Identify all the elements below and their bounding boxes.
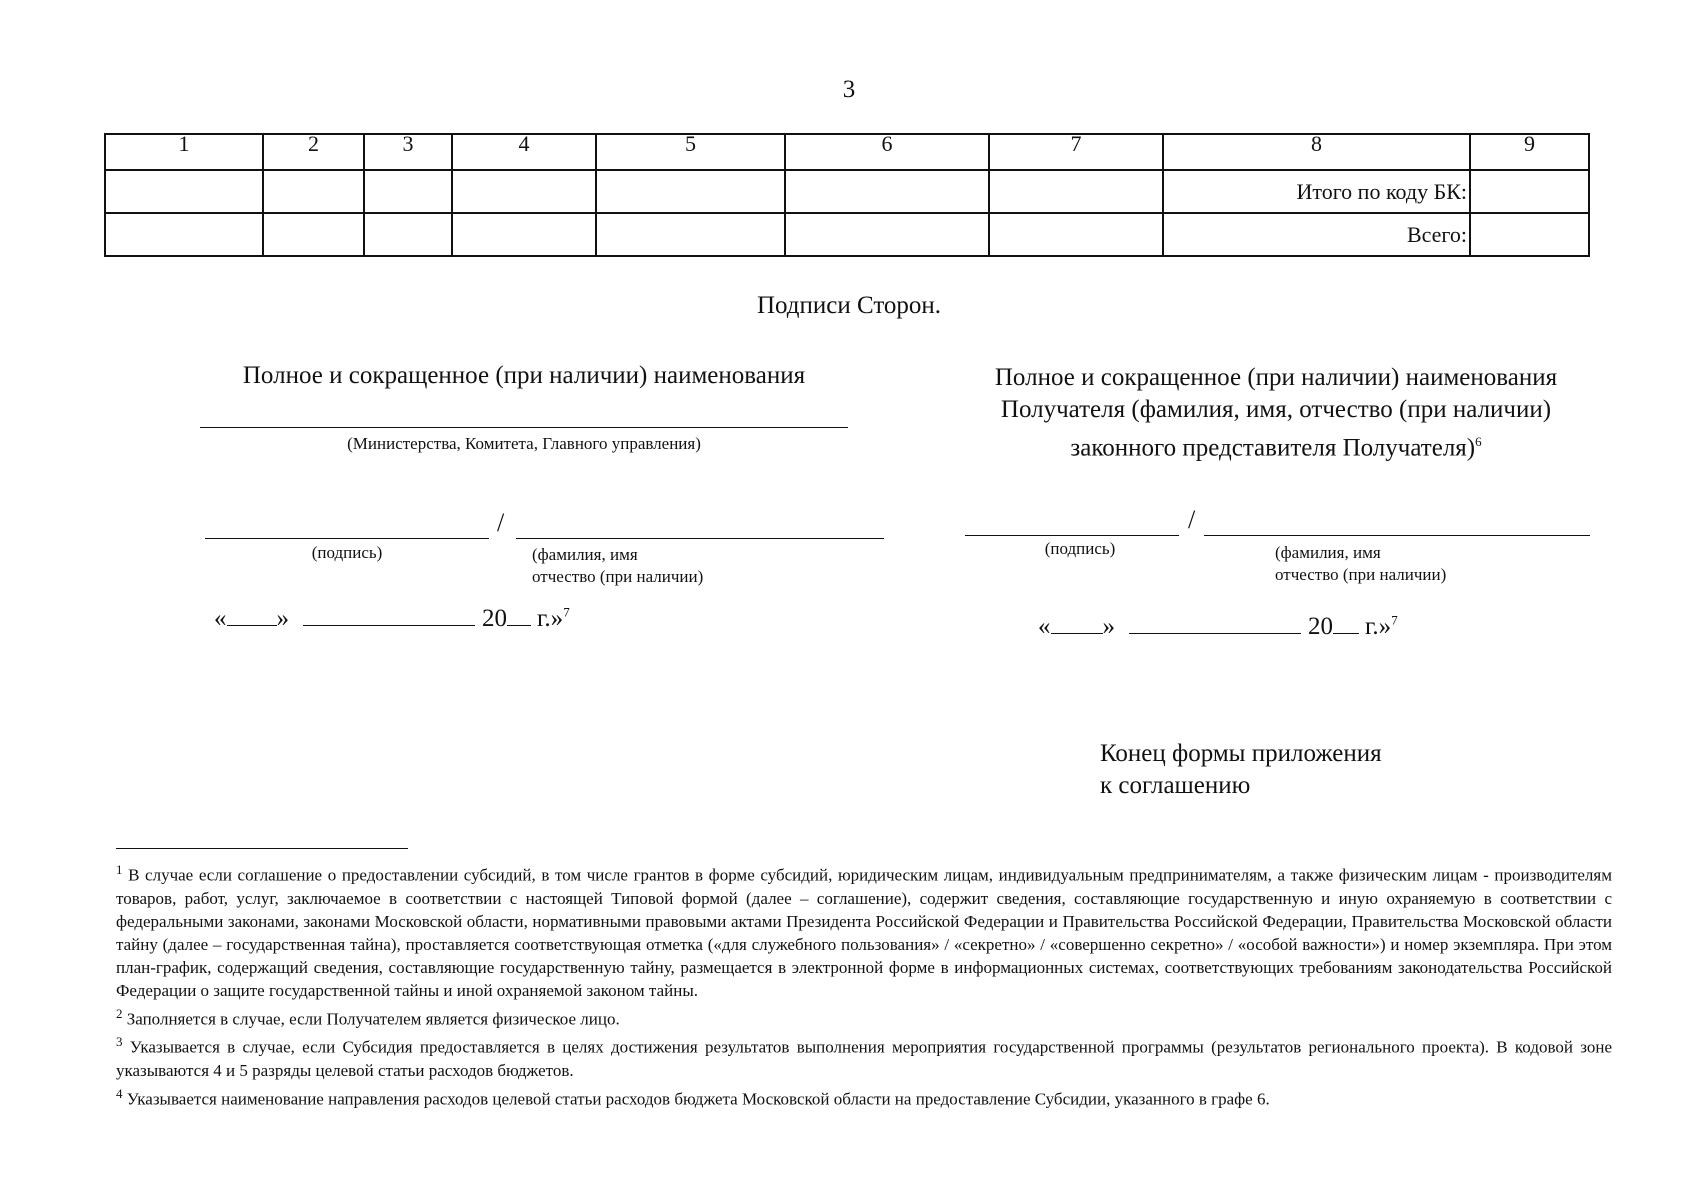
column-number: 6 (785, 134, 989, 170)
left-fio-caption: (фамилия, имя отчество (при наличии) (532, 545, 704, 586)
footnote-separator (116, 848, 408, 849)
right-signature-caption: (подпись) (1044, 539, 1116, 558)
column-number: 7 (989, 134, 1163, 170)
table-cell (263, 170, 364, 213)
table-cell (452, 213, 596, 256)
column-number: 5 (596, 134, 785, 170)
table-cell (364, 170, 452, 213)
right-signature-line (965, 535, 1179, 536)
column-number: 4 (452, 134, 596, 170)
footnote-4: $^4$ Указывается наименование направления расходов целевой статьи расходов бюджета Московской области на предоставление Субсидии, указанного в графе 6. (116, 1085, 1270, 1109)
page-number: 3 (842, 76, 856, 103)
table-cell (989, 213, 1163, 256)
right-signature-slash: / (1188, 505, 1196, 534)
column-number: 1 (105, 134, 263, 170)
right-fio-line (1204, 535, 1590, 536)
footnote-3: $^3$ Указывается в случае, если Субсидия предоставляется в целях достижения результатов выполнения мероприятия государственной программы (результатов регионального проекта). В кодовой зоне указываются 4 и 5 разряды целевой статьи расходов бюджетов. (116, 1034, 1613, 1080)
table-cell (989, 170, 1163, 213)
right-fio-caption: (фамилия, имя отчество (при наличии) (1275, 543, 1447, 584)
grand-total-label: Всего: (1163, 213, 1470, 256)
table-cell (596, 170, 785, 213)
table-cell (785, 170, 989, 213)
table-row-grand-total (105, 213, 1589, 256)
right-date-line: « » 20 г.»$^7$ (1038, 612, 1398, 640)
left-party-name-line (200, 427, 848, 428)
column-number: 2 (263, 134, 364, 170)
table-cell (105, 213, 263, 256)
total-bk-label: Итого по коду БК: (1163, 170, 1470, 213)
table-cell (364, 213, 452, 256)
table-row-total-bk (105, 170, 1589, 213)
signatures-title: Подписи Сторон. (756, 292, 942, 319)
table-cell (452, 170, 596, 213)
left-date-line: « » 20 г.»$^7$ (214, 604, 570, 632)
left-fio-line (516, 538, 884, 539)
footnotes (116, 858, 1612, 1111)
table-header-row (105, 134, 1589, 170)
footnote-1: $^1$ В случае если соглашение о предоставлении субсидий, в том числе грантов в форме субсидий, юридическим лицам, индивидуальным предпринимателям, а также физическим лицам - производителям товаров, работ, услуг, заключаемое в соответствии с настоящей Типовой формой (далее – соглашение), содержит сведения, составляющие государственную и иную охраняемую в соответствии с федеральными законами, законами Московской области, нормативными правовыми актами Президента Российской Федерации и Правительства Российской Федерации, Правительства Московской области тайну (далее – государственная тайна), проставляется соответствующая отметка («для служебного пользования» / «секретно» / «совершенно секретно» / «особой важности») и номер экземпляра. При этом план-график, содержащий сведения, составляющие государственную тайну, размещается в электронной форме в информационных системах, соответствующих требованиям законодательства Российской Федерации о защите государственной тайны и иной охраняемой законом тайны. (116, 862, 1612, 1000)
grand-total-value (1470, 213, 1589, 256)
table-cell (785, 213, 989, 256)
budget-table (104, 133, 1590, 257)
left-party-name-caption: (Министерства, Комитета, Главного управления) (347, 434, 701, 453)
column-number: 3 (364, 134, 452, 170)
table-cell (596, 213, 785, 256)
column-number: 8 (1163, 134, 1470, 170)
end-of-form-note: Конец формы приложения к соглашению (1100, 740, 1382, 799)
column-number: 9 (1470, 134, 1589, 170)
total-bk-value (1470, 170, 1589, 213)
left-signature-line (205, 538, 489, 539)
table-cell (105, 170, 263, 213)
left-signature-caption: (подпись) (311, 543, 383, 562)
left-party-name-heading: Полное и сокращенное (при наличии) наименования (242, 362, 806, 389)
footnote-2: $^2$ Заполняется в случае, если Получателем является физическое лицо. (116, 1005, 620, 1029)
table-cell (263, 213, 364, 256)
right-party-name-heading: Полное и сокращенное (при наличии) наименования Получателя (фамилия, имя, отчество (при наличии) законного представителя Получателя)$^6$ (994, 364, 1558, 462)
left-signature-slash: / (497, 508, 505, 537)
